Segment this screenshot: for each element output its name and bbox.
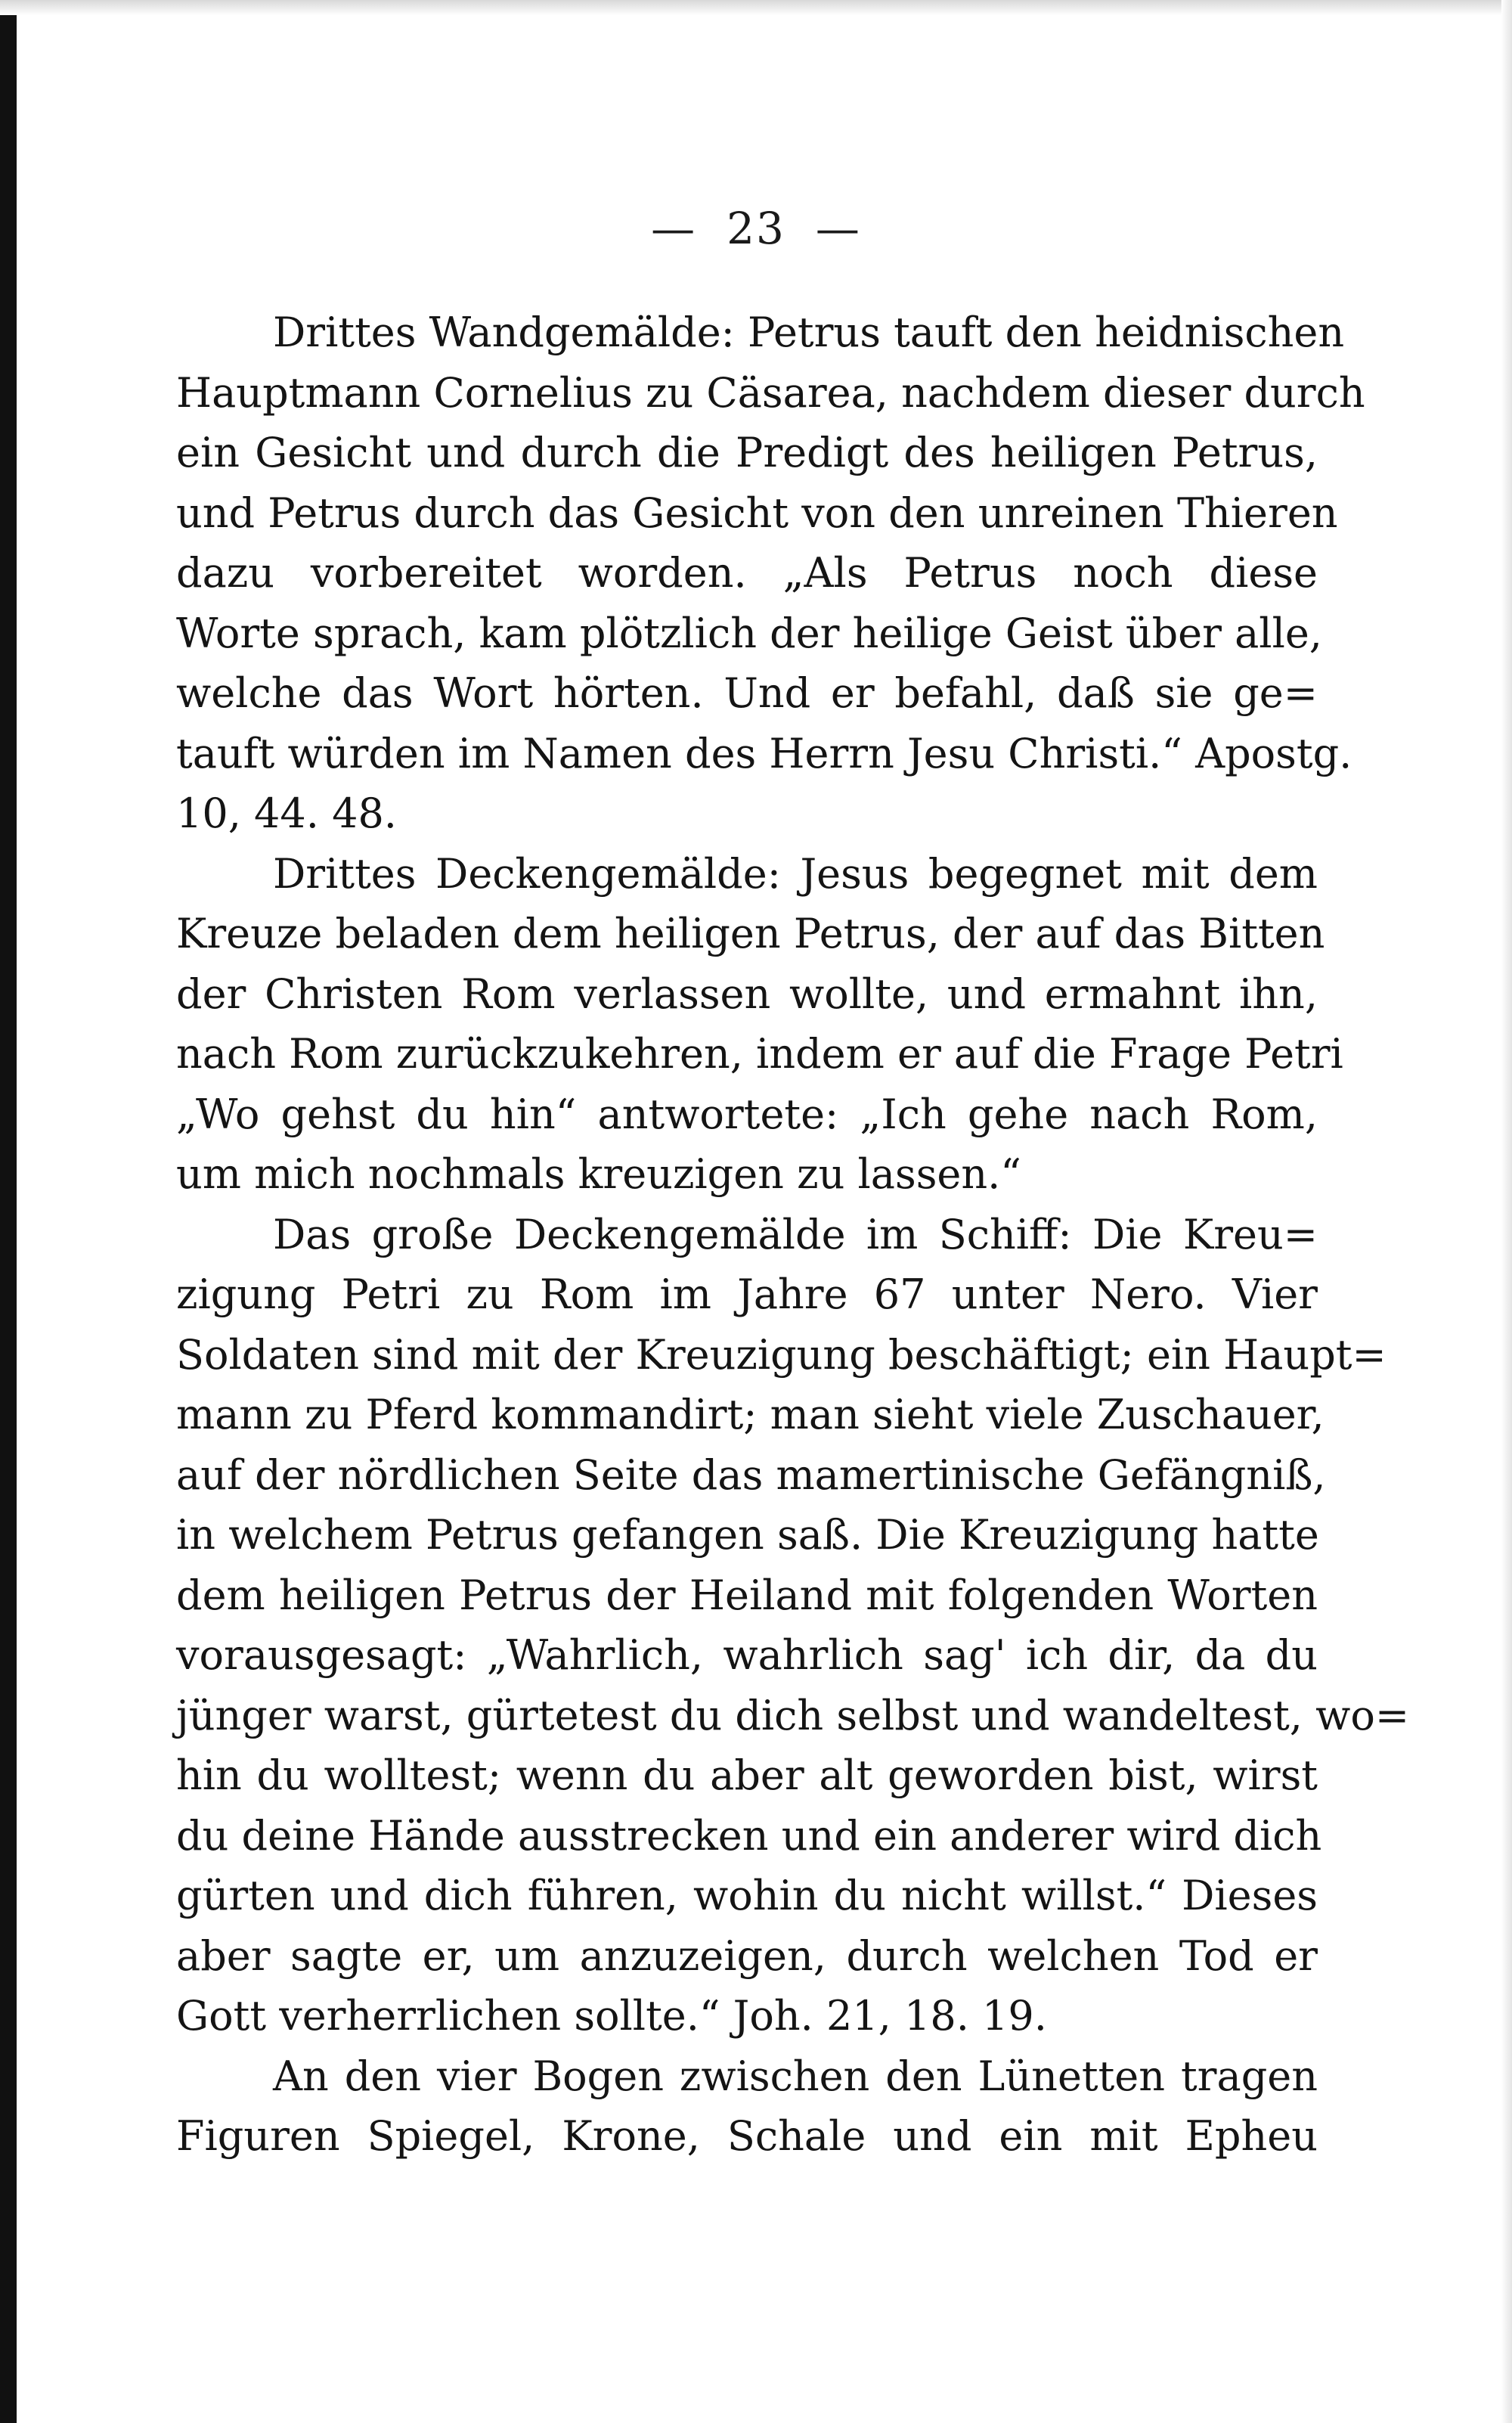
text-line: vorausgesagt: „Wahrlich, wahrlich sag' ich dir, da du	[176, 1631, 1318, 1679]
text-line: auf der nördlichen Seite das mamertinische Gefängniß,	[176, 1450, 1326, 1499]
text-line: zigung Petri zu Rom im Jahre 67 unter Nero. Vier	[176, 1270, 1318, 1318]
page-number-dash-right: —	[815, 203, 861, 254]
text-line: mann zu Pferd kommandirt; man sieht viele Zuschauer,	[176, 1391, 1325, 1438]
paragraph	[176, 1205, 1410, 2046]
text-line: An den vier Bogen zwischen den Lünetten tragen	[273, 2052, 1318, 2100]
text-line: „Wo gehst du hin“ antwortete: „Ich gehe nach Rom,	[176, 1090, 1318, 1138]
text-line: ein Gesicht und durch die Predigt des heiligen Petrus,	[176, 429, 1318, 476]
text-line: und Petrus durch das Gesicht von den unreinen Thieren	[176, 489, 1338, 537]
text-line: aber sagte er, um anzuzeigen, durch welchen Tod er	[176, 1931, 1318, 1980]
text-line: 10, 44. 48.	[176, 790, 397, 837]
text-line: Drittes Deckengemälde: Jesus begegnet mit dem	[273, 849, 1318, 898]
text-line: welche das Wort hörten. Und er befahl, daß sie ge=	[176, 669, 1318, 717]
text-line: Gott verherrlichen sollte.“ Joh. 21, 18. 19.	[176, 1992, 1047, 2040]
paragraph	[176, 844, 1343, 1205]
page-right-shadow	[1501, 0, 1512, 2423]
text-line: tauft würden im Namen des Herrn Jesu Christi.“ Apostg.	[176, 729, 1352, 777]
text-line: der Christen Rom verlassen wollte, und ermahnt ihn,	[176, 970, 1318, 1018]
text-line: du deine Hände ausstrecken und ein anderer wird dich	[176, 1811, 1322, 1860]
page-number	[0, 203, 1512, 254]
text-line: jünger warst, gürtetest du dich selbst und wandeltest, wo=	[176, 1691, 1410, 1739]
text-line: Hauptmann Cornelius zu Cäsarea, nachdem dieser durch	[176, 368, 1365, 417]
page-binding-edge	[0, 0, 17, 2423]
page-number-value: 23	[727, 203, 785, 254]
body-text	[176, 302, 1410, 2167]
text-line: dazu vorbereitet worden. „Als Petrus noch diese	[176, 549, 1318, 597]
paragraph	[176, 302, 1365, 844]
text-line: Soldaten sind mit der Kreuzigung beschäftigt; ein Haupt=	[176, 1330, 1387, 1379]
page-top-shadow	[0, 0, 1512, 15]
text-line: gürten und dich führen, wohin du nicht willst.“ Dieses	[176, 1872, 1318, 1919]
text-line: Worte sprach, kam plötzlich der heilige Geist über alle,	[176, 609, 1322, 657]
text-line: dem heiligen Petrus der Heiland mit folgenden Worten	[176, 1571, 1318, 1619]
text-line: Drittes Wandgemälde: Petrus tauft den heidnischen	[273, 309, 1345, 356]
text-line: nach Rom zurückzukehren, indem er auf die Frage Petri	[176, 1030, 1343, 1078]
text-line: Kreuze beladen dem heiligen Petrus, der auf das Bitten	[176, 910, 1325, 957]
page-number-dash-left: —	[651, 203, 697, 254]
text-line: um mich nochmals kreuzigen zu lassen.“	[176, 1150, 1021, 1198]
text-line: in welchem Petrus gefangen saß. Die Kreuzigung hatte	[176, 1511, 1319, 1559]
text-line: Figuren Spiegel, Krone, Schale und ein mit Epheu	[176, 2112, 1318, 2160]
text-line: hin du wolltest; wenn du aber alt geworden bist, wirst	[176, 1751, 1318, 1799]
text-line: Das große Deckengemälde im Schiff: Die Kreu=	[273, 1210, 1318, 1258]
paragraph	[176, 2046, 1318, 2167]
